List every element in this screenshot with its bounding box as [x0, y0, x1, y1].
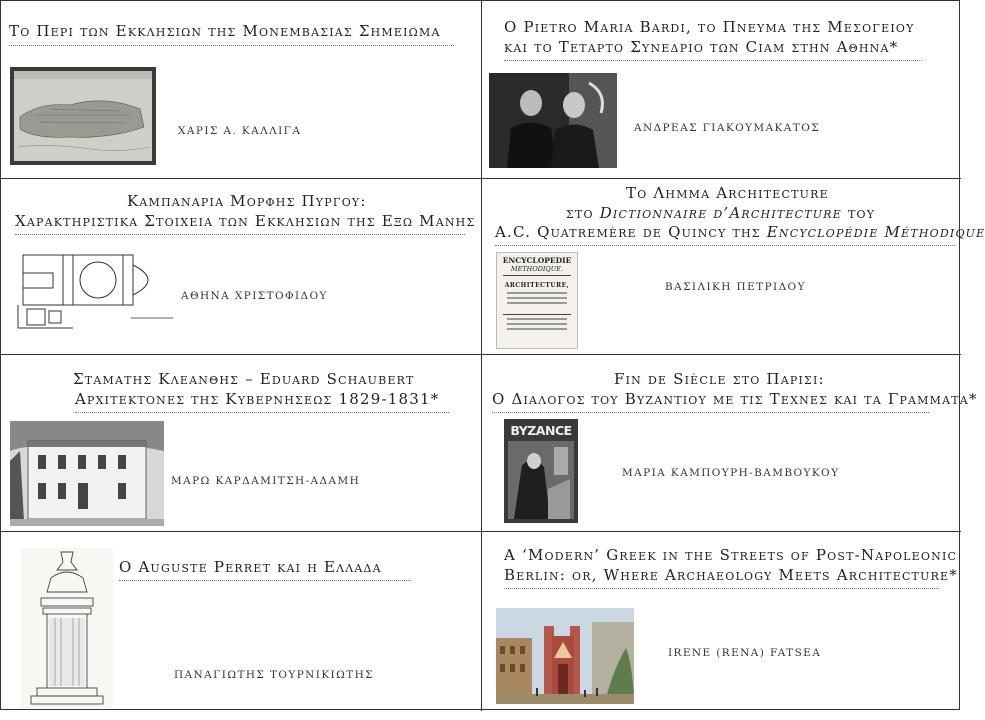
- title-text: A.C. Quatremère de Quincy της: [495, 223, 767, 241]
- dotted-rule: [504, 60, 922, 61]
- two-men-photo: [489, 73, 617, 168]
- article-cell-mani-bell-towers[interactable]: [1, 179, 481, 354]
- article-title-line2: Αρχιτεκτονες της Κυβερνησεως 1829-1831*: [75, 390, 440, 408]
- title-italic-text: Dictionnaire d’Architecture: [599, 204, 842, 222]
- cover-subtitle: METHODIQUE.: [510, 265, 564, 273]
- monemvasia-map-image: [10, 67, 156, 165]
- article-cell-architecture-lemma[interactable]: [482, 179, 985, 354]
- choragic-monument-drawing: [21, 548, 113, 708]
- book-cover-image: [496, 252, 578, 349]
- author-name: ΠΑΝΑΓΙΩΤΗΣ ΤΟΥΡΝΙΚΙΩΤΗΣ: [174, 669, 374, 681]
- church-plan-drawing: [13, 243, 178, 335]
- article-title-line1: Σταματης Κλεανθης – Eduard Schaubert: [73, 370, 415, 388]
- article-cell-kleanthis-schaubert[interactable]: [1, 355, 481, 531]
- article-title-line1: Το Λημμα Architecture: [626, 184, 829, 202]
- article-cell-bardi[interactable]: [482, 1, 961, 178]
- article-title-line1: Ο Pietro Maria Bardi, το Πνευμα της Μεσογειου: [504, 18, 915, 36]
- byzance-poster-image: [504, 419, 578, 523]
- dotted-rule: [9, 45, 454, 46]
- article-title: Ο Auguste Perret και η Ελλαδα: [119, 558, 382, 576]
- article-cell-monemvasia[interactable]: [1, 1, 481, 178]
- dotted-rule: [75, 412, 449, 413]
- article-title-line2: Ο Διαλογος του Βυζαντιου με τις Τεχνες και τα Γραμματα*: [492, 390, 978, 408]
- author-name: ΒΑΣΙΛΙΚΗ ΠΕΤΡΙΔΟΥ: [665, 281, 806, 293]
- cover-text-line: [507, 292, 567, 294]
- title-text: του: [841, 204, 876, 222]
- article-title-line1: Fin de Siècle στο Παρισι:: [614, 370, 825, 388]
- dotted-rule: [15, 234, 465, 235]
- article-title-line1: A ‘Modern’ Greek in the Streets of Post-Napoleonic: [504, 546, 958, 564]
- neoclassical-building-lithograph: [10, 421, 164, 526]
- article-title-line2: [566, 203, 875, 223]
- author-name: IRENE (RENA) FATSEA: [668, 647, 822, 659]
- cover-rule: [503, 275, 571, 276]
- author-name: ΜΑΡΩ ΚΑΡΔΑΜΙΤΣΗ-ΑΔΑΜΗ: [171, 475, 361, 487]
- article-title-line3: [495, 222, 985, 242]
- article-title-line2: και το Τεταρτο Συνεδριο των Ciam στην Αθηνα*: [504, 38, 899, 56]
- article-title: Το Περι των Εκκλησιων της Μονεμβασιας Σημειωμα: [9, 22, 441, 40]
- article-cell-berlin[interactable]: [482, 532, 961, 711]
- article-title-line1: Καμπαναρια Μορφης Πυργου:: [127, 192, 367, 210]
- dotted-rule: [119, 580, 411, 581]
- article-title-line2: Berlin: or, Where Archaeology Meets Architecture*: [504, 566, 958, 584]
- author-name: ΑΘΗΝΑ ΧΡΙΣΤΟΦΙΔΟΥ: [181, 290, 328, 302]
- dotted-rule: [495, 245, 955, 246]
- title-text: στο: [566, 204, 600, 222]
- dotted-rule: [504, 588, 939, 589]
- berlin-street-painting: [496, 608, 634, 704]
- article-title-line2: Χαρακτηριστικα Στοιχεια των Εκκλησιων της Εξω Μανης: [15, 212, 476, 230]
- cover-text-line: [507, 323, 567, 325]
- cover-text-line: [507, 297, 567, 299]
- dotted-rule: [492, 412, 929, 413]
- article-cell-perret[interactable]: [1, 532, 481, 711]
- cover-text-line: [507, 328, 567, 330]
- cover-heading: ARCHITECTURE,: [504, 282, 570, 289]
- cover-text-line: [507, 318, 567, 320]
- author-name: ΜΑΡΙΑ ΚΑΜΠΟΥΡΗ-ΒΑΜΒΟΥΚΟΥ: [622, 467, 840, 479]
- article-cell-fin-de-siecle[interactable]: [482, 355, 978, 531]
- cover-text-line: [507, 302, 567, 304]
- author-name: ΧΑΡΙΣ Α. ΚΑΛΛΙΓΑ: [178, 125, 302, 137]
- author-name: ΑΝΔΡΕΑΣ ΓΙΑΚΟΥΜΑΚΑΤΟΣ: [634, 122, 821, 134]
- cover-title: ENCYCLOPEDIE: [502, 256, 572, 265]
- cover-rule: [503, 314, 571, 315]
- title-italic-text: Encyclopédie Méthodique: [766, 223, 985, 241]
- poster-title: BYZANCE: [510, 423, 572, 438]
